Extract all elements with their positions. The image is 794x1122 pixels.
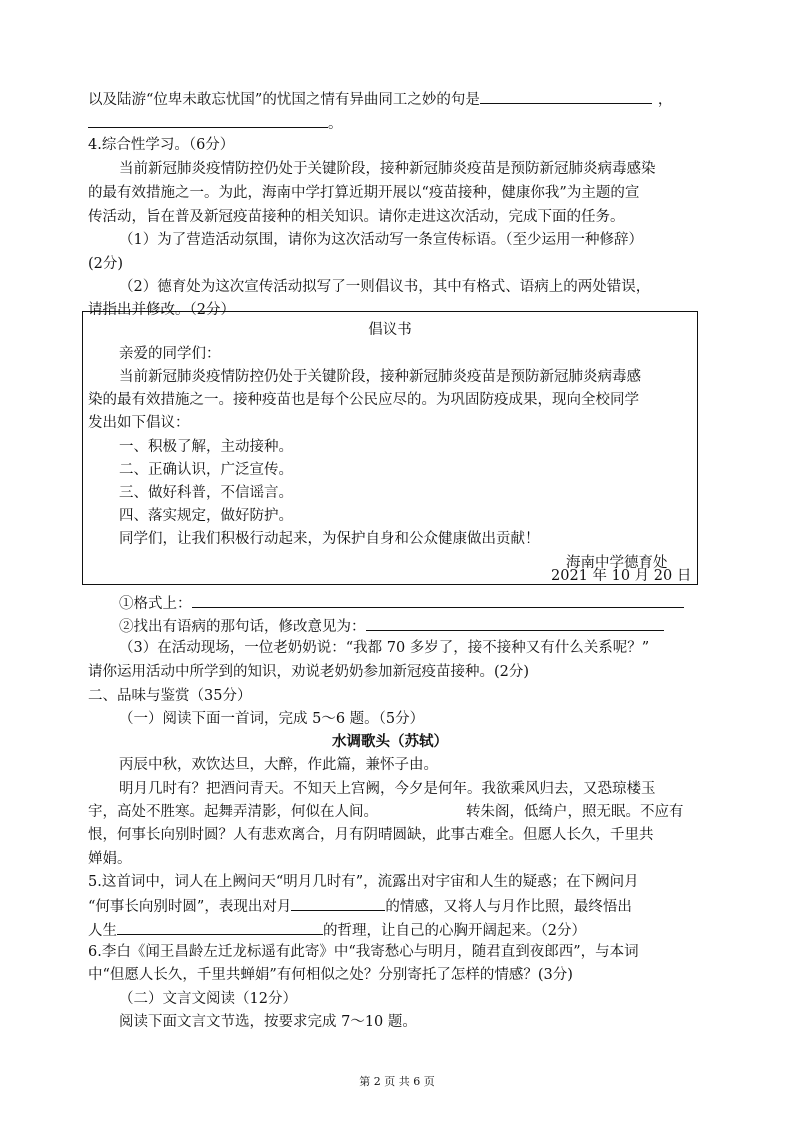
q5-text: 的情感，又将人与月作比照，最终悟出 (385, 899, 632, 915)
proposal-item: 二、正确认识，广泛宣传。 (119, 462, 293, 478)
answer-blank[interactable] (117, 919, 323, 935)
answer-format-row (119, 592, 684, 614)
q4-task2-b: 请指出并修改。（2分） (88, 302, 235, 318)
q6-line-2: 中“但愿人长久，千里共蝉娟”有何相似之处？分别寄托了怎样的情感？(3分) (88, 967, 573, 983)
q3-line-1 (88, 88, 672, 110)
poem-line-2a: 宇，高处不胜寒。起舞弄清影，何似在人间。 (88, 804, 378, 820)
proposal-item: 一、积极了解，主动接种。 (119, 439, 293, 455)
poem-line-3: 恨，何事长向别时圆？人有悲欢离合，月有阴晴圆缺，此事古难全。但愿人长久，千里共 (88, 827, 654, 843)
page-footer: 第 2 页 共 6 页 (359, 1075, 435, 1088)
poem-preface: 丙辰中秋，欢饮达旦，大醉，作此篇，兼怀子由。 (119, 757, 438, 773)
section2-part2-instr: 阅读下面文言文节选，按要求完成 7～10 题。 (119, 1014, 417, 1030)
proposal-body-2: 染的最有效措施之一。接种疫苗也是每个公民应尽的。为巩固防疫成果，现向全校同学 (88, 392, 639, 408)
section2-part1: （一）阅读下面一首词，完成 5～6 题。（5分） (119, 711, 425, 727)
q5-line-3 (88, 919, 586, 941)
poem-line-2b: 转朱阁，低绮户，照无眠。不应有 (466, 804, 684, 820)
section2-heading: 二、品味与鉴赏（35分） (88, 688, 252, 704)
q3-line-1-text: 以及陆游“位卑未敢忘忧国”的忧国之情有异曲同工之妙的句是 (88, 92, 480, 108)
proposal-salutation: 亲爱的同学们： (119, 346, 221, 362)
proposal-date: 2021 年 10 月 20 日 (551, 568, 692, 584)
proposal-title: 倡议书 (368, 322, 412, 338)
q5-line-2 (88, 895, 632, 917)
proposal-item: 四、落实规定，做好防护。 (119, 508, 293, 524)
proposal-signer: 海南中学德育处 (566, 555, 668, 571)
proposal-body-3: 发出如下倡议： (88, 415, 190, 431)
q4-intro-2: 的最有效措施之一。为此，海南中学打算近期开展以“疫苗接种，健康你我”为主题的宣 (88, 185, 640, 201)
answer-blank[interactable] (480, 88, 652, 104)
section2-part2: （二）文言文阅读（12分） (119, 991, 297, 1007)
q5-text: “何事长向别时圆”，表现出对月 (88, 899, 292, 915)
proposal-item: 三、做好科普，不信谣言。 (119, 485, 293, 501)
answer-format-label: ①格式上： (119, 596, 192, 612)
proposal-closing: 同学们，让我们积极行动起来，为保护自身和公众健康做出贡献！ (119, 531, 540, 547)
q4-task3-b: 请你运用活动中所学到的知识，劝说老奶奶参加新冠疫苗接种。(2分) (88, 664, 530, 680)
q3-line-2 (88, 112, 343, 134)
answer-grammar-label: ②找出有语病的那句话，修改意见为： (119, 619, 366, 635)
answer-blank[interactable] (192, 592, 684, 608)
poem-line-4: 婵娟。 (88, 851, 132, 867)
q5-line-1: 5.这首词中，词人在上阙问天“明月几时有”，流露出对宇宙和人生的疑惑；在下阙问月 (88, 874, 639, 890)
q4-task2: （2）德育处为这次宣传活动拟写了一则倡议书，其中有格式、语病上的两处错误， (119, 279, 651, 295)
answer-blank[interactable] (88, 112, 328, 128)
punct: ， (657, 92, 673, 108)
q4-task1: （1）为了营造活动氛围，请你为这次活动写一条宣传标语。（至少运用一种修辞） (119, 232, 643, 248)
q4-task1-points: (2分) (88, 256, 124, 272)
q4-intro-1: 当前新冠肺炎疫情防控仍处于关键阶段，接种新冠肺炎疫苗是预防新冠肺炎病毒感染 (119, 161, 656, 177)
q5-text: 的哲理，让自己的心胸开阔起来。（2分） (323, 923, 586, 939)
q4-task3: （3）在活动现场，一位老奶奶说：“我都 70 多岁了，接不接种又有什么关系呢？” (119, 640, 650, 656)
answer-grammar-row (119, 615, 664, 637)
q6-line-1: 6.李白《闻王昌龄左迁龙标遥有此寄》中“我寄愁心与明月，随君直到夜郎西”，与本词 (88, 944, 639, 960)
poem-line-1: 明月几时有？把酒问青天。不知天上宫阙，今夕是何年。我欲乘风归去，又恐琼楼玉 (119, 781, 656, 797)
answer-blank[interactable] (366, 615, 664, 631)
q4-intro-3: 传活动，旨在普及新冠疫苗接种的相关知识。请你走进这次活动，完成下面的任务。 (88, 209, 625, 225)
q4-heading: 4.综合性学习。（6分） (88, 137, 235, 153)
answer-blank[interactable] (291, 895, 385, 911)
punct: 。 (328, 116, 343, 132)
proposal-body-1: 当前新冠肺炎疫情防控仍处于关键阶段，接种新冠肺炎疫苗是预防新冠肺炎病毒感 (119, 369, 641, 385)
q5-text: 人生 (88, 923, 117, 939)
poem-title: 水调歌头（苏轼） (332, 733, 448, 750)
